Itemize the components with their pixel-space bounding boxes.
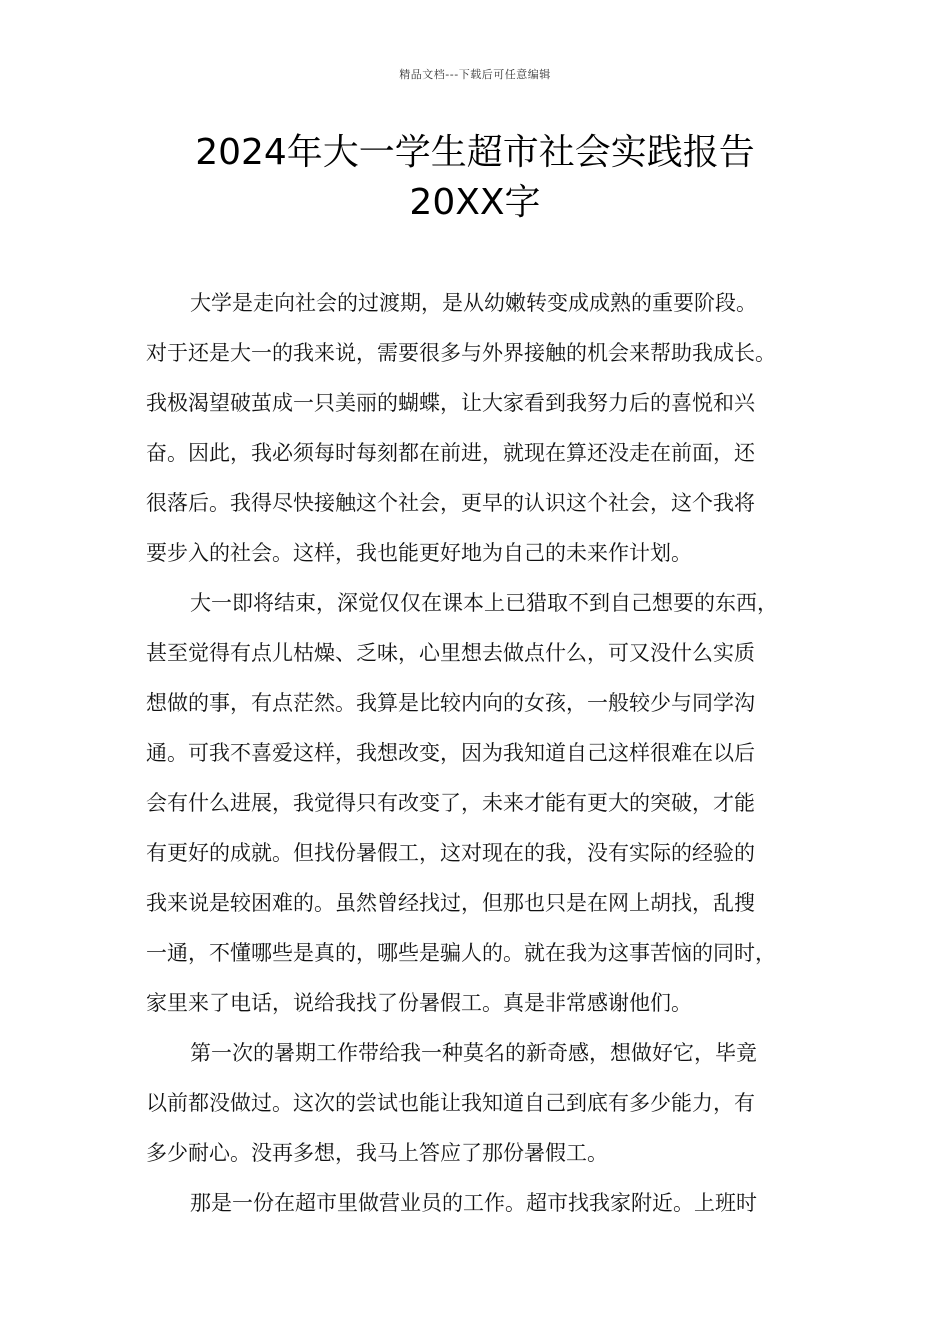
text-line: 多少耐心。没再多想，我马上答应了那份暑假工。 (146, 1141, 608, 1165)
text-line: 第一次的暑期工作带给我一种莫名的新奇感，想做好它，毕竟 (190, 1041, 757, 1065)
body-text (146, 278, 822, 1228)
text-line: 奋。因此，我必须每时每刻都在前进，就现在算还没走在前面，还 (146, 441, 755, 465)
text-line: 对于还是大一的我来说，需要很多与外界接触的机会来帮助我成长。 (146, 341, 776, 365)
header-note: 精品文档---下载后可任意编辑 (399, 68, 551, 81)
text-line: 我极渴望破茧成一只美丽的蝴蝶，让大家看到我努力后的喜悦和兴 (146, 391, 755, 415)
text-line: 很落后。我得尽快接触这个社会，更早的认识这个社会，这个我将 (146, 491, 755, 515)
text-line: 那是一份在超市里做营业员的工作。超市找我家附近。上班时 (190, 1191, 757, 1215)
text-line: 有更好的成就。但找份暑假工，这对现在的我，没有实际的经验的 (146, 841, 755, 865)
text-line: 以前都没做过。这次的尝试也能让我知道自己到底有多少能力，有 (146, 1091, 755, 1115)
text-line: 我来说是较困难的。虽然曾经找过，但那也只是在网上胡找，乱搜 (146, 891, 755, 915)
text-line: 想做的事，有点茫然。我算是比较内向的女孩，一般较少与同学沟 (146, 691, 755, 715)
title-line-1: 2024年大一学生超市社会实践报告 (195, 132, 755, 173)
text-line: 通。可我不喜爱这样，我想改变，因为我知道自己这样很难在以后 (146, 741, 755, 765)
text-line: 大一即将结束，深觉仅仅在课本上已猎取不到自己想要的东西， (190, 591, 778, 615)
title-line-2: 20XX字 (409, 182, 541, 223)
text-line: 大学是走向社会的过渡期，是从幼嫩转变成成熟的重要阶段。 (190, 291, 757, 315)
text-line: 家里来了电话，说给我找了份暑假工。真是非常感谢他们。 (146, 991, 692, 1015)
text-line: 一通，不懂哪些是真的，哪些是骗人的。就在我为这事苦恼的同时， (146, 941, 776, 965)
document-title (0, 128, 950, 228)
text-line: 会有什么进展，我觉得只有改变了，未来才能有更大的突破，才能 (146, 791, 755, 815)
text-line: 要步入的社会。这样，我也能更好地为自己的未来作计划。 (146, 541, 692, 565)
text-line: 甚至觉得有点儿枯燥、乏味，心里想去做点什么，可又没什么实质 (146, 641, 755, 665)
